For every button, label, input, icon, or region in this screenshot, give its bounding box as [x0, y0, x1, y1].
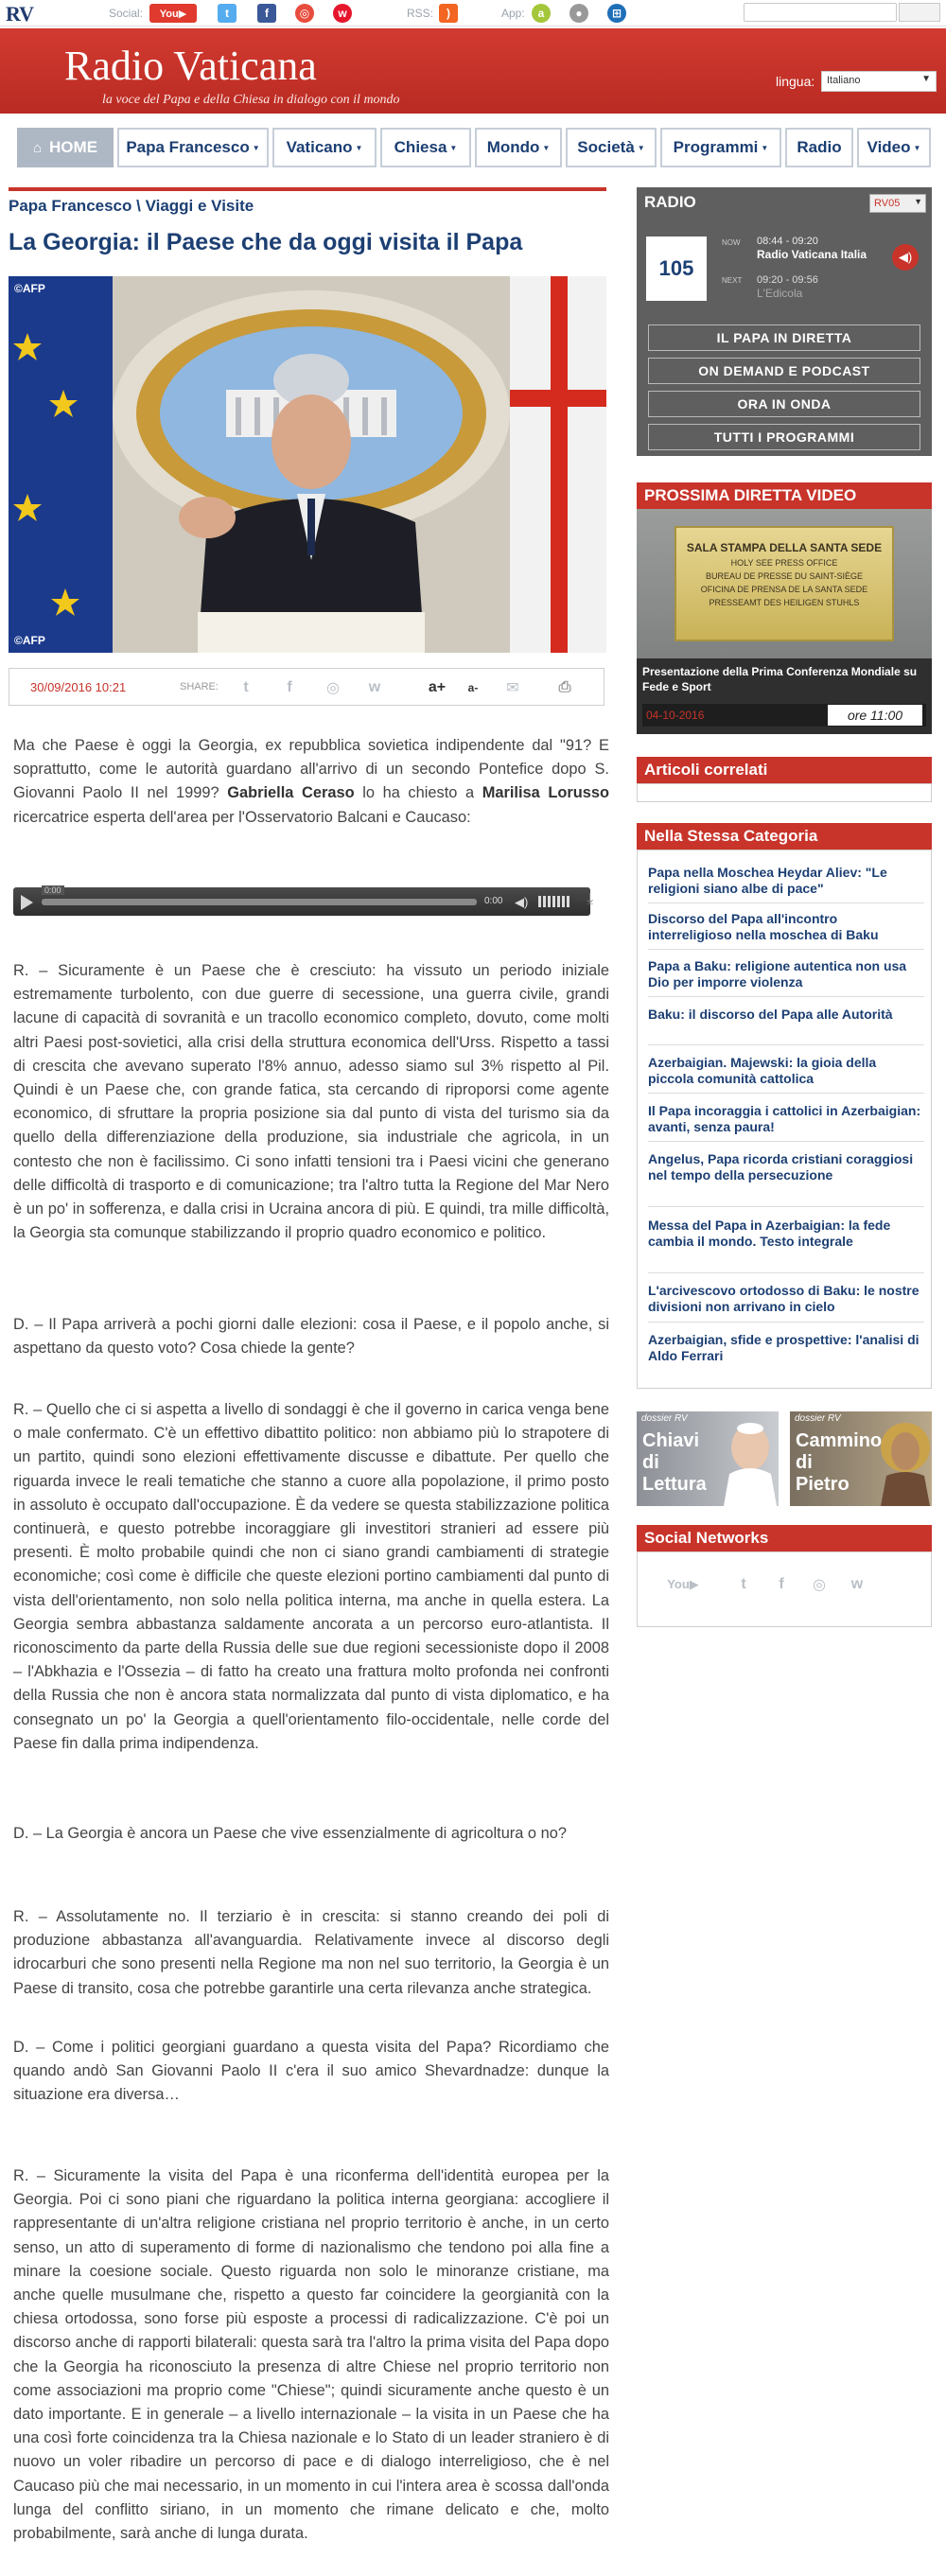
related-articles-box	[637, 783, 932, 802]
chevron-down-icon: ▼	[914, 197, 922, 206]
promo-dossier-label: dossier RV	[795, 1413, 841, 1424]
main-nav	[17, 128, 931, 167]
nav-item-label: Papa Francesco	[126, 138, 250, 156]
now-label: NOW	[722, 238, 741, 247]
question-paragraph-2: D. – Il Papa arriverà a pochi giorni dalle elezioni: cosa il Paese, e il popolo anche, si aspettano da questo voto? Cosa chiede la gente?	[13, 1316, 609, 1358]
nav-item-label: Video	[867, 138, 911, 156]
youtube-icon[interactable]: You▶	[149, 4, 197, 23]
plaque-line: PRESSEAMT DES HEILIGEN STUHLS	[709, 598, 860, 607]
promo-title-line: Chiavi	[642, 1430, 700, 1451]
play-icon[interactable]	[21, 895, 33, 910]
plaque-line: HOLY SEE PRESS OFFICE	[730, 558, 838, 568]
nav-item-label: Mondo	[486, 138, 540, 156]
icon-painting-saint-peter	[877, 1417, 930, 1506]
photo-credit-bottom: ©AFP	[14, 634, 45, 647]
nav-item-programmi[interactable]	[660, 128, 781, 167]
top-utility-bar	[0, 0, 946, 26]
social-networks-heading: Social Networks	[637, 1525, 932, 1551]
breadcrumb[interactable]: Papa Francesco \ Viaggi e Visite	[9, 197, 254, 215]
chevron-down-icon: ▼	[542, 143, 551, 152]
radio-widget	[637, 187, 932, 456]
font-increase-button[interactable]: a+	[428, 679, 447, 695]
nav-item-societa[interactable]	[566, 128, 657, 167]
apple-icon[interactable]: ●	[569, 4, 588, 23]
next-time: 09:20 - 09:56	[757, 274, 818, 286]
share-label: SHARE:	[180, 681, 219, 692]
volume-icon[interactable]: ◀)	[515, 895, 529, 909]
volume-slider[interactable]	[538, 896, 570, 907]
email-icon[interactable]: ✉	[506, 680, 519, 696]
speaker-at-podium-image	[9, 276, 606, 653]
twitter-icon[interactable]: t	[741, 1576, 746, 1592]
plaque-line: OFICINA DE PRENSA DE LA SANTA SEDE	[700, 585, 868, 594]
promo-title	[642, 1430, 707, 1496]
picasa-icon[interactable]: ◎	[326, 680, 340, 696]
masthead	[0, 28, 946, 114]
answer-paragraph-3: R. – Assolutamente no. Il terziario è in crescita: si stanno creando dei poli di produzione abbastanza all'avanguardia. Relativamente invece al discorso degli idrocarburi che sono presenti nella Regione ma non nel suo territorio, la Georgia è un Paese di transito, cosa che potrebbe garantirle una certa rilevanza anche strategica.	[13, 1908, 609, 1997]
promo-title-line: Lettura	[642, 1474, 707, 1495]
windows-icon[interactable]: ⊞	[607, 4, 626, 23]
rss-label: RSS:	[407, 7, 434, 20]
promo-title-line: Cammino	[796, 1430, 883, 1451]
category-link[interactable]: L'arcivescovo ortodosso di Baku: le nostre divisioni non arrivano in cielo	[648, 1283, 920, 1314]
twitter-icon[interactable]: t	[218, 4, 236, 23]
question-paragraph-3: D. – La Georgia è ancora un Paese che vive essenzialmente di agricoltura o no?	[13, 1825, 567, 1842]
nav-item-label: Società	[577, 138, 635, 156]
press-office-plaque	[674, 526, 894, 641]
audio-player	[13, 885, 594, 916]
social-networks-box	[637, 1551, 932, 1627]
nav-item-video[interactable]	[857, 128, 931, 167]
chevron-down-icon: ▼	[761, 143, 769, 152]
weibo-icon[interactable]: w	[850, 1576, 864, 1592]
facebook-icon[interactable]: f	[257, 4, 276, 23]
audio-time: 0:00	[484, 896, 503, 906]
live-video-time: ore 11:00	[828, 705, 922, 726]
radio-button-papa-in-diretta[interactable]: IL PAPA IN DIRETTA	[648, 324, 920, 351]
article-intro	[13, 734, 609, 830]
now-time: 08:44 - 09:20	[757, 236, 818, 247]
audio-start-time: 0:00	[42, 885, 64, 895]
interviewee-name: Marilisa Lorusso	[482, 784, 610, 802]
promo-title-line: di	[642, 1452, 659, 1473]
category-link[interactable]: Baku: il discorso del Papa alle Autorità	[648, 1007, 893, 1022]
plaque-line: BUREAU DE PRESSE DU SAINT-SIÈGE	[705, 571, 864, 581]
radio-button-tutti-i-programmi[interactable]: TUTTI I PROGRAMMI	[648, 424, 920, 450]
language-label: lingua:	[776, 74, 815, 89]
download-icon[interactable]: ⤓	[587, 891, 594, 907]
live-video-schedule	[642, 704, 926, 727]
radio-heading: RADIO	[644, 193, 696, 211]
nav-item-label: Radio	[797, 138, 842, 156]
site-title[interactable]: Radio Vaticana	[64, 43, 317, 89]
divider	[648, 996, 924, 997]
promo-chiavi-di-lettura[interactable]	[637, 1411, 779, 1506]
pope-portrait-icon	[724, 1419, 777, 1506]
plaque-line: SALA STAMPA DELLA SANTA SEDE	[686, 541, 883, 554]
nav-item-vaticano[interactable]	[272, 128, 377, 167]
nav-item-chiesa[interactable]	[380, 128, 471, 167]
divider	[648, 1272, 924, 1273]
nav-item-home[interactable]	[17, 128, 114, 167]
next-show: L'Edicola	[757, 287, 803, 300]
divider	[648, 1322, 924, 1323]
intro-text: Ma che Paese è oggi la Georgia, ex repubblica sovietica indipendente dal "91? E soprattutto, come le autorità guardano all'arrivo di un secondo Pontefice dopo S. Giovanni Paolo II nel 1999?	[13, 737, 609, 802]
answer-paragraph-1: R. – Sicuramente è un Paese che è cresciuto: ha vissuto un periodo iniziale estremamente turbolento, con due guerre di secessione, una guerra civile, grandi lacune di capacità di sovranità e un tracollo economico completo, dovuto, come molti altri Paesi post-sovietici, alla crisi della struttura economica dell'Urss. Rispetto a tassi di crescita che avevano superato l'8% annuo, adesso siamo sul 3% rispetto al Pil. Quindi è un Paese che, con grande fatica, sta cercando di riproporsi come agente economico, di sfruttare la propria posizione sia dal punto di vista del turismo sia da quello della differenziazione della produzione, sia industriale che agricola, in un contesto che non è facilissimo. Ci sono infatti tensioni tra i Paesi vicini che generano delle difficoltà di trasporto e di comunicazione; tra l'altro tutta la Regione del Mar Nero è un po' in sofferenza, e dalla crisi in Ucraina ancora di più. E quindi, tra mille difficoltà, la Georgia sta comunque stabilizzando il proprio quadro economico e politico.	[13, 962, 609, 1242]
picasa-icon[interactable]: ◎	[295, 4, 314, 23]
nav-item-label: Vaticano	[286, 138, 353, 156]
next-live-video-widget	[637, 482, 932, 734]
intro-text-mid: lo ha chiesto a	[362, 784, 475, 802]
answer-paragraph-4: R. – Sicuramente la visita del Papa è una riconferma dell'identità europea per la Georgia. Poi ci sono piani che riguardano la politica interna georgiana: accogliere il rappresentante di un'altra religione cristiana nel proprio territorio è anche, in un certo senso, un atto di superamento di forme di nazionalismo che tendono poi alla fine a minare la coesione sociale. Questo riguarda non solo le minoranze cristiane, ma anche quelle musulmane che, rispetto a questo far coincidere la georgianità con la chiesa ortodossa, sono forse più esposte a processi di radicalizzazione. C'è poi un discorso anche di rapporti bilaterali: questa sarà tra l'altro la prima visita del Papa dopo che la Georgia ha riconosciuto la presenza di altre Chiese nel proprio territorio non come associazioni ma proprio come "Chiese"; quindi sicuramente anche questo è un dato importante. E in generale – a livello internazionale – la visita in un Paese che ha una così forte coincidenza tra la Chiesa nazionale e lo Stato di un leader straniero è di nuovo un voler ribadire un percorso di pace e di dialogo interreligioso, che è nel Caucaso più che mai necessario, in un momento in cui l'intera area è scossa dall'onda lunga del conflitto siriano, in un momento che rimane delicato e che, molto probabilmente, sarà anche di lunga durata.	[13, 2167, 609, 2543]
radio-button-on-demand[interactable]: ON DEMAND E PODCAST	[648, 358, 920, 384]
promo-title-line: Pietro	[796, 1474, 850, 1495]
twitter-icon[interactable]: t	[243, 679, 249, 695]
article-toolbar	[9, 668, 604, 706]
promo-cammino-di-pietro[interactable]	[790, 1411, 932, 1506]
divider	[648, 1141, 924, 1142]
chevron-down-icon: ▼	[913, 143, 921, 152]
live-video-caption[interactable]: Presentazione della Prima Conferenza Mondiale su Fede e Sport	[642, 665, 918, 693]
nav-item-radio[interactable]	[785, 128, 853, 167]
author-name: Gabriella Ceraso	[227, 784, 355, 802]
promo-dossier-label: dossier RV	[641, 1413, 688, 1424]
search-input[interactable]	[744, 3, 897, 22]
nav-item-label: HOME	[49, 138, 98, 156]
live-video-date: 04-10-2016	[646, 709, 705, 722]
intro-text-end: ricercatrice esperta dell'area per l'Osservatorio Balcani e Caucaso:	[13, 808, 471, 826]
next-label: NEXT	[722, 276, 743, 285]
weibo-icon[interactable]: w	[333, 4, 352, 23]
weibo-icon[interactable]: w	[368, 679, 381, 695]
youtube-icon[interactable]: You▶	[667, 1577, 699, 1591]
nav-item-label: Programmi	[673, 138, 759, 156]
category-link[interactable]: Il Papa incoraggia i cattolici in Azerbaigian: avanti, senza paura!	[648, 1103, 921, 1134]
promo-title-line: di	[796, 1452, 813, 1473]
social-label: Social:	[109, 7, 144, 20]
app-label: App:	[501, 7, 525, 20]
radio-button-ora-in-onda[interactable]: ORA IN ONDA	[648, 391, 920, 417]
nav-item-label: Chiesa	[394, 138, 447, 156]
channel-select[interactable]	[869, 194, 926, 213]
audio-progress-bar[interactable]	[42, 899, 477, 905]
category-link[interactable]: Angelus, Papa ricorda cristiani coraggiosi nel tempo della persecuzione	[648, 1151, 914, 1183]
question-paragraph-4: D. – Come i politici georgiani guardano a questa visita del Papa? Ricordiamo che quando andò San Giovanni Paolo II c'era il suo amico Shevardnadze: dunque la situazione era diversa…	[13, 2039, 609, 2104]
now-station: Radio Vaticana Italia	[757, 248, 867, 261]
breadcrumb-rule	[9, 187, 606, 191]
speaker-icon[interactable]: ◀)	[892, 244, 919, 271]
print-icon[interactable]: ⎙	[558, 679, 571, 695]
chevron-down-icon: ▼	[252, 143, 260, 152]
category-link[interactable]: Discorso del Papa all'incontro interreligioso nella moschea di Baku	[648, 911, 879, 942]
nav-item-papa-francesco[interactable]	[117, 128, 269, 167]
divider	[648, 902, 924, 903]
android-icon[interactable]: a	[532, 4, 551, 23]
search-button[interactable]	[899, 3, 940, 22]
press-office-plaque-image[interactable]	[637, 509, 932, 658]
radio-station-logo: 105	[646, 237, 707, 301]
channel-select-value: RV05	[874, 198, 901, 209]
facebook-icon[interactable]: f	[287, 679, 292, 695]
divider	[648, 1206, 924, 1207]
font-decrease-button[interactable]: a-	[467, 681, 479, 694]
divider	[648, 1093, 924, 1094]
category-link[interactable]: Papa nella Moschea Heydar Aliev: "Le religioni siano albe di pace"	[648, 865, 887, 896]
chevron-down-icon: ▼	[449, 143, 458, 152]
category-link[interactable]: Papa a Baku: religione autentica non usa Dio per imporre violenza	[648, 958, 907, 990]
photo-credit: ©AFP	[14, 282, 45, 295]
category-link[interactable]: Azerbaigian. Majewski: la gioia della piccola comunità cattolica	[648, 1055, 877, 1086]
language-select-value: Italiano	[827, 75, 861, 86]
category-link[interactable]: Azerbaigian, sfide e prospettive: l'analisi di Aldo Ferrari	[648, 1332, 920, 1363]
related-articles-heading: Articoli correlati	[637, 757, 932, 783]
facebook-icon[interactable]: f	[779, 1576, 784, 1592]
chevron-down-icon: ▼	[355, 143, 363, 152]
picasa-icon[interactable]: ◎	[813, 1577, 826, 1593]
article-photo	[9, 276, 606, 653]
divider	[648, 949, 924, 950]
chevron-down-icon: ▼	[637, 143, 645, 152]
chevron-down-icon: ▼	[921, 74, 931, 84]
article-date: 30/09/2016 10:21	[30, 680, 127, 694]
home-icon: ⌂	[32, 139, 43, 156]
rss-icon[interactable]: )	[439, 4, 458, 23]
language-select[interactable]	[821, 71, 937, 92]
category-heading: Nella Stessa Categoria	[637, 823, 932, 850]
category-link[interactable]: Messa del Papa in Azerbaigian: la fede cambia il mondo. Testo integrale	[648, 1218, 891, 1249]
nav-item-mondo[interactable]	[475, 128, 562, 167]
site-logo-small[interactable]: RV	[6, 2, 34, 26]
answer-paragraph-2: R. – Quello che ci si aspetta a livello di sondaggi è che il governo in carica venga bene o male confermato. C'è un effettivo dibattito politico: non abbiamo più lo strapotere di un partito, quindi sono elezioni effettivamente discusse e dibattute. Per quello che riguarda invece le reali tematiche che stanno a cuore alla popolazione, il primo posto in assoluto è occupato dall'occupazione. È da vedere se questa stabilizzazione politica continuerà, e questo potrebbe incoraggiare gli investitori stranieri ad essere più presenti. È molto probabile quindi che non ci siano grandi cambiamenti di strategie economiche; così come è difficile che queste elezioni portino cambiamenti dal punto di vista dell'orientamento, non solo nella politica interna, ma anche in quella estera. La Georgia sembra abbastanza saldamente ancorata a un percorso euro-atlantista. Il riconoscimento da parte della Russia delle sue due regioni secessioniste dopo il 2008 – l'Abkhazia e l'Ossezia – di fatto ha creato una frattura molto profonda nei confronti della Russia che non è ancora stata normalizzata dal punto di vista diplomatico, e ha consegnato un po' la Georgia a quell'orientamento filo-occidentale, nelle corde del Paese fin dalla prima indipendenza.	[13, 1401, 609, 1752]
divider	[648, 1044, 924, 1045]
page-title: La Georgia: il Paese che da oggi visita il Papa	[9, 229, 523, 255]
site-subtitle: la voce del Papa e della Chiesa in dialogo con il mondo	[102, 93, 400, 107]
promo-title	[796, 1430, 882, 1496]
live-video-heading: PROSSIMA DIRETTA VIDEO	[637, 482, 932, 509]
